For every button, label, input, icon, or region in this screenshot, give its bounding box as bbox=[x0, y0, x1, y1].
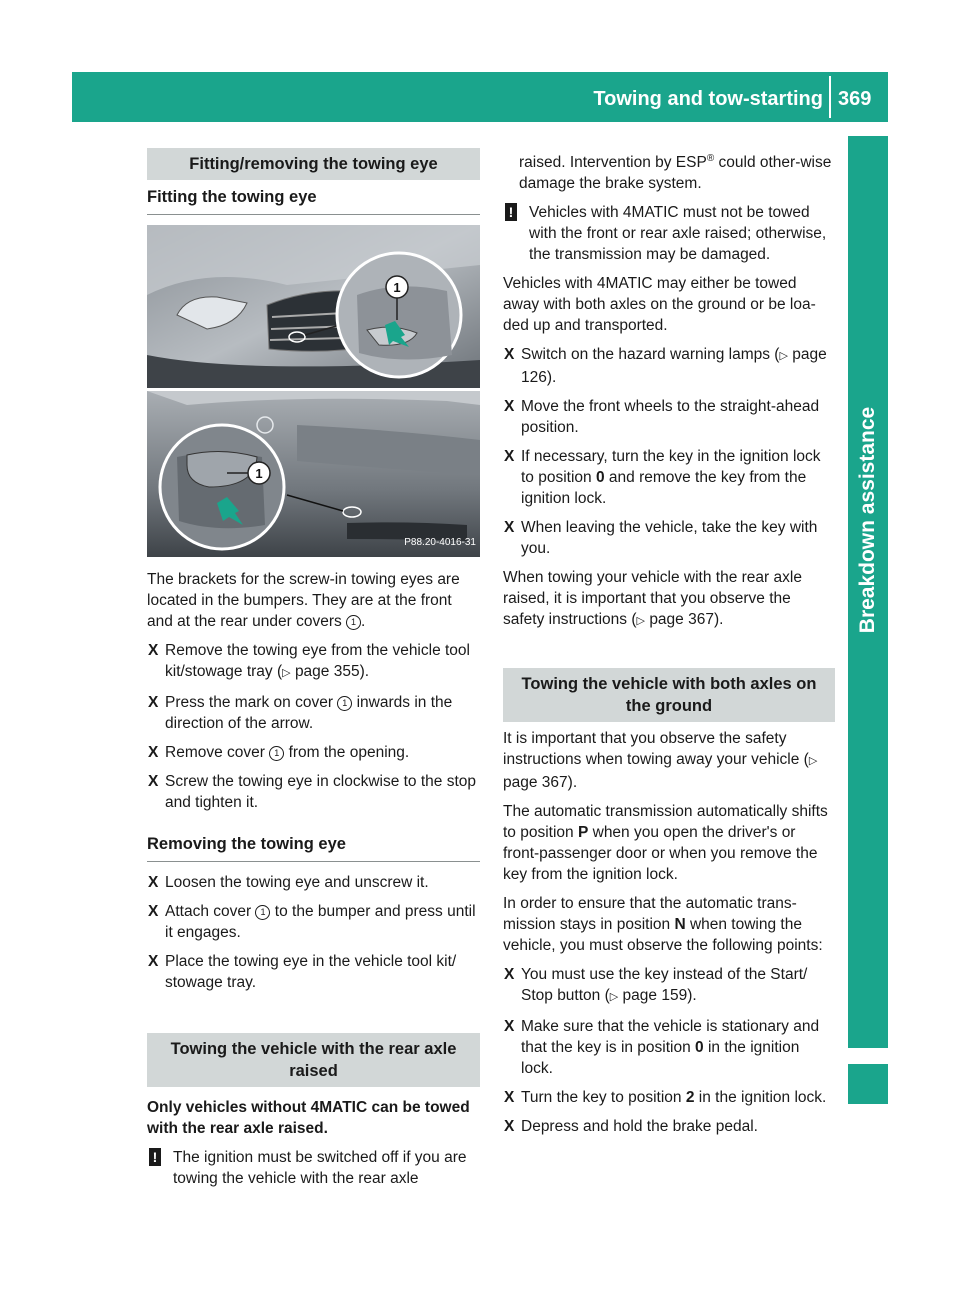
list-item: X Move the front wheels to the straight-ahead position. bbox=[504, 398, 820, 437]
paragraph: In order to ensure that the automatic trans-mission stays in position N when towing the vehicle, you must observe the following points: bbox=[503, 895, 823, 955]
step-marker-icon: X bbox=[504, 1018, 515, 1036]
paragraph: When towing your vehicle with the rear axle raised, it is important that you observe the safety instructions (▷ page 367). bbox=[503, 569, 802, 629]
figure-callout-bottom: 1 bbox=[255, 466, 263, 481]
step-marker-icon: X bbox=[504, 346, 515, 364]
page-number: 369 bbox=[838, 88, 872, 110]
warning-icon: ! bbox=[149, 1148, 161, 1166]
page-reference-link[interactable]: page 367 bbox=[503, 774, 568, 792]
list-item: X Switch on the hazard warning lamps (▷ page 126). bbox=[504, 346, 827, 387]
callout-1-icon: 1 bbox=[337, 696, 352, 711]
towing-eye-figure bbox=[147, 225, 480, 557]
side-tab-square bbox=[848, 1064, 888, 1104]
page-reference-link[interactable]: page 355 bbox=[294, 663, 360, 680]
side-tab-label: Breakdown assistance bbox=[856, 406, 879, 634]
subheading-fitting: Fitting the towing eye bbox=[147, 180, 480, 215]
left-column bbox=[147, 148, 480, 1197]
step-marker-icon: X bbox=[148, 773, 159, 790]
step-marker-icon: X bbox=[504, 966, 515, 984]
callout-1-icon: 1 bbox=[255, 905, 270, 920]
page-ref-icon: ▷ bbox=[779, 350, 788, 363]
bold-note: Only vehicles without 4MATIC can be towed with the rear axle raised. bbox=[147, 1099, 470, 1137]
paragraph: It is important that you observe the safety instructions when towing away your vehicle (▷ page 367). bbox=[503, 730, 818, 792]
list-item: X You must use the key instead of the Start/ Stop button (▷ page 159). bbox=[504, 966, 808, 1005]
page-reference-link[interactable]: page 367 bbox=[649, 611, 714, 629]
warning-icon: ! bbox=[505, 203, 517, 221]
list-item: X Depress and hold the brake pedal. bbox=[504, 1118, 758, 1136]
callout-1-icon: 1 bbox=[346, 615, 361, 630]
page-ref-icon: ▷ bbox=[609, 991, 619, 1004]
figure-callout-top: 1 bbox=[393, 280, 401, 295]
step-marker-icon: X bbox=[148, 903, 159, 920]
section-title-both-axles: Towing the vehicle with both axles on the ground bbox=[503, 668, 835, 722]
step-marker-icon: X bbox=[148, 744, 159, 761]
step-marker-icon: X bbox=[504, 1118, 515, 1136]
page-ref-icon: ▷ bbox=[636, 615, 645, 628]
list-item: X Loosen the towing eye and unscrew it. bbox=[148, 874, 429, 891]
spacer bbox=[503, 640, 835, 668]
page-ref-icon: ▷ bbox=[282, 667, 291, 679]
subheading-removing: Removing the towing eye bbox=[147, 827, 480, 862]
warning-note: ! The ignition must be switched off if you are towing the vehicle with the rear axle bbox=[147, 1147, 480, 1189]
page-ref-icon: ▷ bbox=[808, 755, 818, 768]
list-item: X Make sure that the vehicle is stationary and that the key is in position 0 in the ignition lock. bbox=[504, 1018, 820, 1078]
right-column bbox=[503, 148, 835, 1145]
spacer bbox=[147, 1001, 480, 1033]
step-marker-icon: X bbox=[504, 519, 515, 537]
step-marker-icon: X bbox=[148, 642, 159, 659]
step-marker-icon: X bbox=[504, 448, 515, 466]
list-item: X Place the towing eye in the vehicle tool kit/ stowage tray. bbox=[148, 953, 457, 991]
paragraph: The automatic transmission automatically shifts to position P when you open the driver's or front-passenger door or when you remove the key from the ignition lock. bbox=[503, 803, 828, 884]
page-reference-link[interactable]: page 126 bbox=[521, 346, 827, 387]
intro-paragraph: The brackets for the screw-in towing eyes are located in the bumpers. They are at the front and at the rear under covers 1 . bbox=[147, 571, 460, 630]
list-item: X Remove cover 1 from the opening. bbox=[148, 744, 410, 761]
callout-1-icon: 1 bbox=[269, 746, 284, 761]
section-title-fitting-removing: Fitting/removing the towing eye bbox=[147, 148, 480, 180]
warning-continuation: raised. Intervention by ESP® could other-wise damage the brake system. bbox=[519, 153, 832, 193]
header-separator bbox=[829, 76, 831, 118]
step-marker-icon: X bbox=[148, 953, 159, 970]
figure-code: P88.20-4016-31 bbox=[404, 537, 476, 548]
paragraph: Vehicles with 4MATIC may either be towed away with both axles on the ground or be loa-ded up and transported. bbox=[503, 275, 816, 335]
list-item: X Remove the towing eye from the vehicle tool kit/stowage tray (▷ page 355). bbox=[148, 642, 470, 680]
page-header-title: Towing and tow-starting bbox=[593, 88, 823, 110]
list-item: X Press the mark on cover 1 inwards in the direction of the arrow. bbox=[148, 694, 453, 732]
section-title-rear-axle-raised: Towing the vehicle with the rear axle raised bbox=[147, 1033, 480, 1087]
bumper-photo bbox=[147, 225, 480, 557]
list-item: X Turn the key to position 2 in the ignition lock. bbox=[504, 1089, 827, 1107]
warning-note: ! Vehicles with 4MATIC must not be towed with the front or rear axle raised; otherwise, the transmission may be damaged. bbox=[503, 202, 835, 265]
step-marker-icon: X bbox=[148, 694, 159, 711]
page-reference-link[interactable]: page 159 bbox=[622, 987, 688, 1005]
list-item: X If necessary, turn the key in the ignition lock to position 0 and remove the key from the ignition lock. bbox=[504, 448, 821, 508]
list-item: X When leaving the vehicle, take the key with you. bbox=[504, 519, 818, 558]
step-marker-icon: X bbox=[148, 874, 159, 891]
step-marker-icon: X bbox=[504, 398, 515, 416]
step-marker-icon: X bbox=[504, 1089, 515, 1107]
list-item: X Attach cover 1 to the bumper and press until it engages. bbox=[148, 903, 476, 941]
list-item: X Screw the towing eye in clockwise to the stop and tighten it. bbox=[148, 773, 477, 811]
